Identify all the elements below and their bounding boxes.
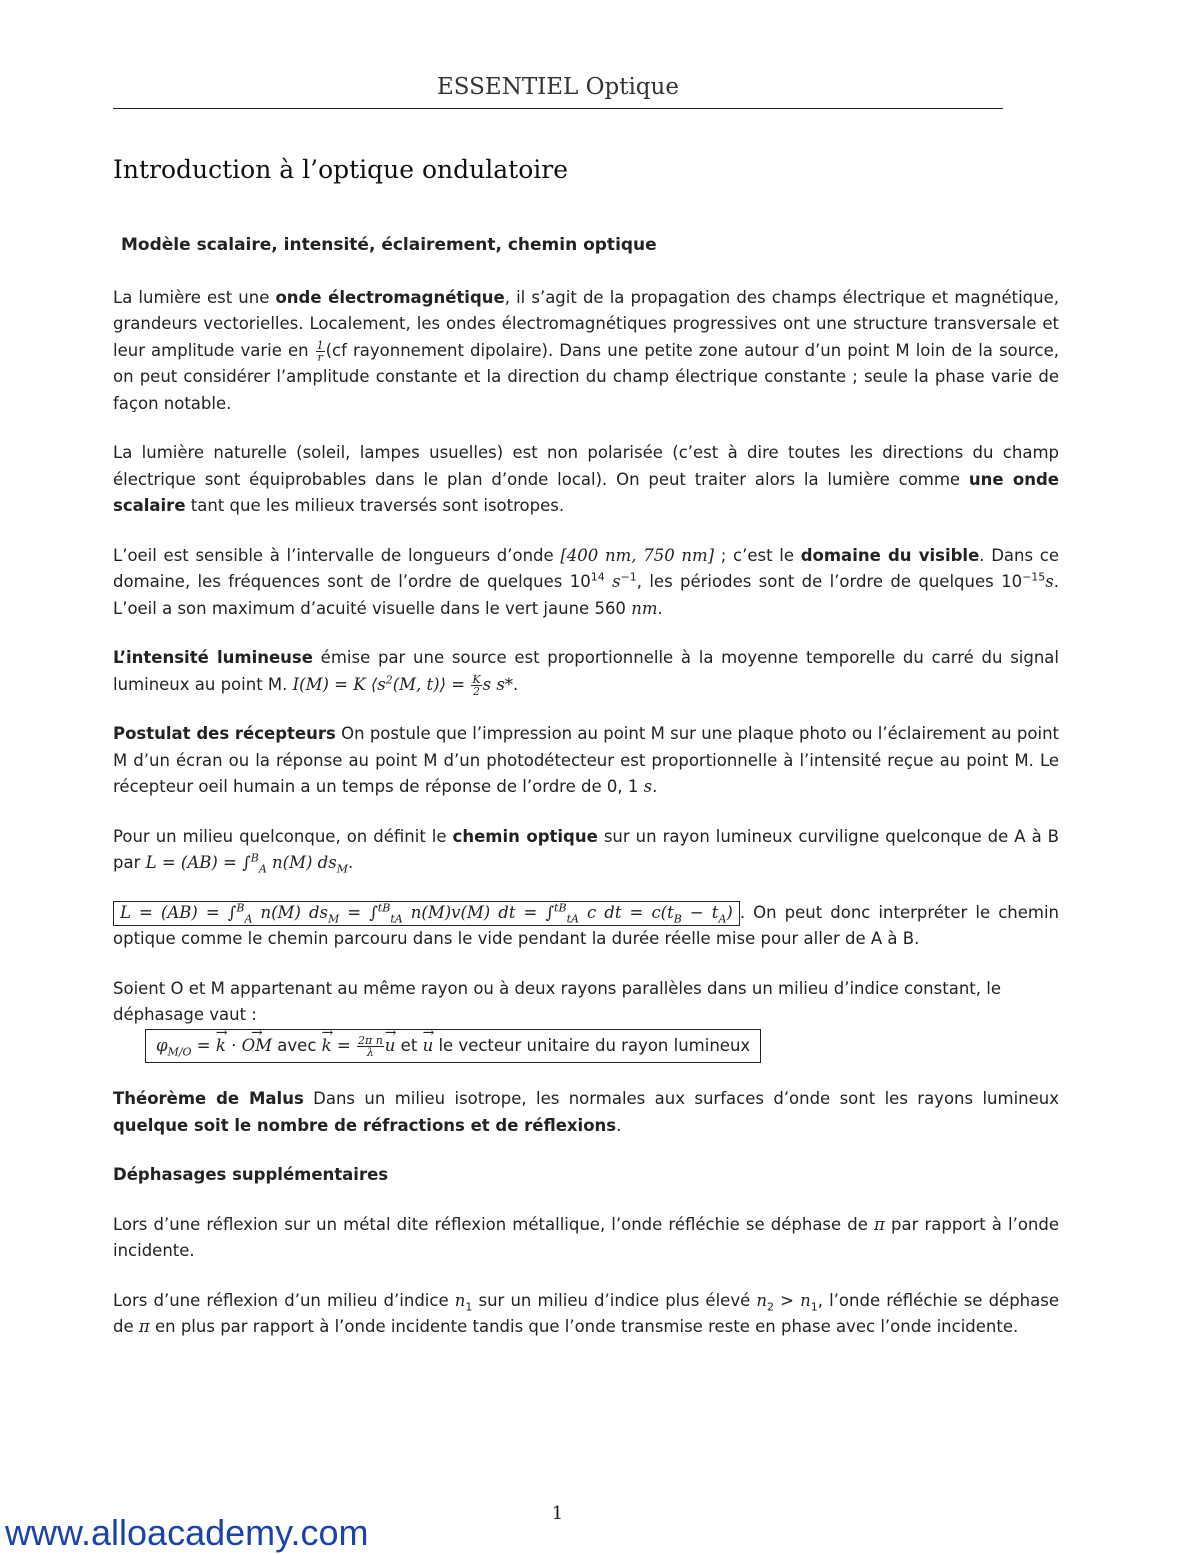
paragraph-dephasage: Soient O et M appartenant au même rayon ou à deux rayons parallèles dans un milieu d’indice constant, le déphasage vaut : $\varphi_{M/O}$ = → k · → OM avec → k = $\frac{\text{2π n}}{\lambda}$ → u et → u le vecteur unitaire du rayon lumineux [113,976,1059,1064]
term-domaine-visible: domaine du visible [800,545,980,565]
paragraph-malus: Théorème de Malus Dans un milieu isotrope, les normales aux surfaces d’onde sont les rayons lumineux quelque soit le nombre de réfractions et de réflexions. [113,1089,1059,1135]
paragraph-chemin-optique: Pour un milieu quelconque, on définit le chemin optique sur un rayon lumineux curviligne quelconque de A à B par L = (AB) = ∫$^B_A$ n(M) $ds_M$. [113,826,1060,876]
fraction-1-over-r: $\frac{1}{r}$ [316,338,324,364]
paragraph-reflexion-indice: Lors d’une réflexion d’un milieu d’indice $n_1$ sur un milieu d’indice plus élevé $n_2 > n_1$, l’onde réfléchie se déphase de π en plus par rapport à l’onde incidente tandis que l’onde transmise reste en phase avec l’onde incidente. [113,1290,1059,1336]
term-onde-electromagnetique: onde électromagnétique [275,287,505,307]
wavelength-interval: [400 nm, 750 nm] [560,545,715,565]
term-intensite-lumineuse: L’intensité lumineuse [113,648,313,667]
page-title: Introduction à l’optique ondulatoire [113,155,569,184]
section-heading-dephasages: Déphasages supplémentaires [113,1165,389,1184]
paragraph-lumiere-naturelle: La lumière naturelle (soleil, lampes usuelles) est non polarisée (c’est à dire toutes les directions du champ électrique sont équiprobables dans le plan d’onde local). On peut traiter alors la lumière comme une onde scalaire tant que les milieux traversés sont isotropes. [113,443,1059,515]
boxed-formula-dephasage: $\varphi_{M/O}$ = → k · → OM avec → k = $\frac{\text{2π n}}{\lambda}$ → u et → u le vecteur unitaire du rayon lumineux [145,1029,761,1064]
watermark-link[interactable]: www.alloacademy.com [5,1512,369,1553]
paragraph-postulat: Postulat des récepteurs On postule que l’impression au point M sur une plaque photo ou l’éclairement au point M d’un écran ou la réponse au point M d’un photodétecteur est proportionnelle à l’intensité reçue au point M. Le récepteur oeil humain a un temps de réponse de l’ordre de 0, 1 s. [113,724,1059,796]
boxed-formula-chemin: L = (AB) = ∫$^B_A$ n(M) $ds_M = \int^{tB}_{tA}$ n(M)v(M) dt = ∫$^{tB}_{tA}$ c dt = $c(t_B - t_A)$ [113,901,740,926]
paragraph-domaine-visible: L’oeil est sensible à l’intervalle de longueurs d’onde [400 nm, 750 nm] ; c’est le domaine du visible. Dans ce domaine, les fréquences sont de l’ordre de quelques $10^{14}$ $s^{-1}$, les périodes sont de l’ordre de quelques $10^{-15}s$. L’oeil a son maximum d’acuité visuelle dans le vert jaune 560 nm. [113,545,1060,618]
term-onde-scalaire: une onde scalaire [113,469,1059,515]
document-body [113,232,1059,1364]
page-number: 1 [551,1503,564,1524]
term-postulat-recepteurs: Postulat des récepteurs [113,724,336,743]
paragraph-chemin-vide: L = (AB) = ∫$^B_A$ n(M) $ds_M = \int^{tB}_{tA}$ n(M)v(M) dt = ∫$^{tB}_{tA}$ c dt = $c(t_B - t_A)$ . On peut donc interpréter le chemin optique comme le chemin parcouru dans le vide pendant la durée réelle mise pour aller de A à B. [113,901,1059,948]
paragraph-intensite: L’intensité lumineuse émise par une source est proportionnelle à la moyenne temporelle du carré du signal lumineux au point M. I(M) = K $⟨s^2(M$, t)⟩ = $\frac{K}{2}$ s s*. [113,648,1059,698]
term-chemin-optique: chemin optique [452,826,598,846]
paragraph-reflexion-metal: Lors d’une réflexion sur un métal dite réflexion métallique, l’onde réfléchie se déphase de π par rapport à l’onde incidente. [113,1214,1060,1260]
term-theoreme-malus: Théorème de Malus [113,1089,304,1108]
formula-chemin-optique: L = (AB) = ∫$^B_A$ n(M) $ds_M$ [145,851,348,876]
page-header: ESSENTIEL Optique [437,74,679,100]
section-subtitle: Modèle scalaire, intensité, éclairement, chemin optique [121,235,657,255]
paragraph-onde-em: La lumière est une onde électromagnétique, il s’agit de la propagation des champs électrique et magnétique, grandeurs vectorielles. Localement, les ondes électromagnétiques progressives ont une structure transversale et leur amplitude varie en $\frac{1}{r}$ (cf rayonnement dipolaire). Dans une petite zone autour d’un point M loin de la source, on peut considérer l’amplitude constante et la direction du champ électrique constante ; seule la phase varie de façon notable. [113,287,1059,413]
header-rule [113,108,1003,109]
formula-intensite: I(M) = K $⟨s^2(M$, t)⟩ = $\frac{K}{2}$ s s* [292,672,514,698]
